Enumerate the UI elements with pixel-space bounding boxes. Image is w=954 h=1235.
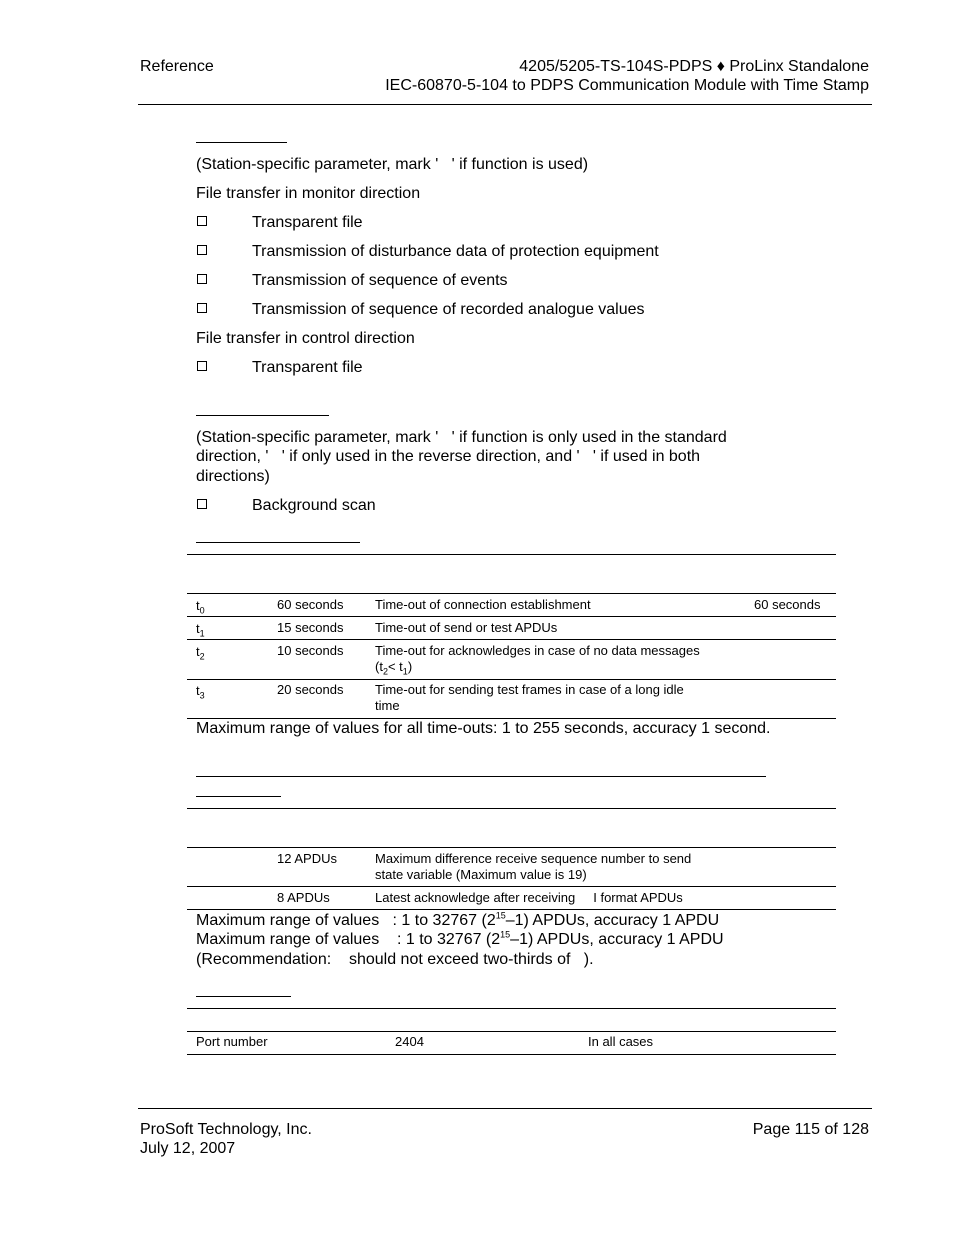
footer-company: ProSoft Technology, Inc.	[140, 1121, 312, 1138]
apdu-default: 12 APDUs	[277, 851, 337, 866]
checkbox-transparent-file-monitor[interactable]	[197, 216, 207, 226]
timeout-remark: Time-out of connection establishment	[375, 597, 591, 612]
timeout-default: 15 seconds	[277, 620, 344, 635]
apdu-range-line2: Maximum range of values : 1 to 32767 $(2^{15}-1)$ APDUs, accuracy 1 APDU	[196, 929, 724, 948]
table-top-rule	[187, 1008, 836, 1009]
background-scan-note-line2: direction, ' ' if only used in the reverse direction, and ' ' if used in both	[196, 448, 701, 465]
port-remark: In all cases	[588, 1034, 654, 1049]
table-top-rule	[187, 808, 836, 809]
section-heading-underline	[196, 776, 766, 777]
section-heading-underline	[196, 415, 329, 416]
timeout-default: 20 seconds	[277, 682, 344, 697]
section-heading-underline	[196, 142, 287, 143]
apdu-remark: Latest acknowledge after receiving I format APDUs	[375, 890, 683, 905]
timeout-selected: 60 seconds	[754, 597, 821, 612]
option-label: Transmission of disturbance data of protection equipment	[252, 243, 659, 260]
row-divider	[187, 639, 836, 640]
timeout-param: $t_1$	[196, 621, 205, 639]
port-value: 2404	[395, 1034, 424, 1049]
timeout-default: 10 seconds	[277, 643, 344, 658]
header-product-title: 4205/5205-TS-104S-PDPS ♦ ProLinx Standalone	[519, 58, 869, 75]
timeout-remark: Time-out for acknowledges in case of no data messages	[375, 643, 700, 658]
checkbox-recorded-analogue-values[interactable]	[197, 303, 207, 313]
timeout-param: $t_3$	[196, 683, 205, 701]
table-header-rule	[187, 847, 836, 848]
timeout-remark: Time-out of send or test APDUs	[375, 620, 558, 635]
row-divider	[187, 679, 836, 680]
timeout-range-note: Maximum range of values for all time-outs: 1 to 255 seconds, accuracy 1 second.	[196, 720, 771, 737]
port-param: Port number	[196, 1034, 268, 1049]
timeout-remark: Time-out for sending test frames in case of a long idle	[375, 682, 684, 697]
timeout-remark-cont: time	[375, 698, 400, 713]
monitor-direction-heading: File transfer in monitor direction	[196, 185, 421, 202]
section-heading-underline	[196, 796, 281, 797]
timeout-param: $t_0$	[196, 598, 205, 616]
section-heading-underline	[196, 542, 360, 543]
header-rule	[138, 104, 872, 105]
option-label: Transparent file	[252, 359, 363, 376]
section-heading-underline	[196, 996, 291, 997]
option-label: Transmission of sequence of recorded analogue values	[252, 301, 645, 318]
background-scan-note-line1: (Station-specific parameter, mark ' ' if function is only used in the standard	[196, 429, 727, 446]
apdu-remark: Maximum difference receive sequence number to send	[375, 851, 692, 866]
timeout-default: 60 seconds	[277, 597, 344, 612]
footer-rule	[138, 1108, 872, 1109]
apdu-range-line1: Maximum range of values : 1 to 32767 $(2^{15}-1)$ APDUs, accuracy 1 APDU	[196, 910, 720, 929]
table-header-rule	[187, 1031, 836, 1032]
row-divider	[187, 886, 836, 887]
timeout-param: $t_2$	[196, 644, 205, 662]
apdu-recommendation: (Recommendation: should not exceed two-thirds of ).	[196, 951, 594, 968]
table-bottom-rule	[187, 909, 836, 910]
checkbox-disturbance-data[interactable]	[197, 245, 207, 255]
checkbox-background-scan[interactable]	[197, 499, 207, 509]
header-product-subtitle: IEC-60870-5-104 to PDPS Communication Module with Time Stamp	[385, 77, 869, 94]
apdu-default: 8 APDUs	[277, 890, 330, 905]
timeout-remark-condition: $(t_2< t_1)$	[375, 659, 413, 677]
row-divider	[187, 616, 836, 617]
control-direction-heading: File transfer in control direction	[196, 330, 415, 347]
footer-page-number: Page 115 of 128	[752, 1121, 869, 1138]
table-header-rule	[187, 593, 836, 594]
footer-date: July 12, 2007	[140, 1140, 236, 1157]
file-transfer-note: (Station-specific parameter, mark ' ' if function is used)	[196, 156, 589, 173]
checkbox-transparent-file-control[interactable]	[197, 361, 207, 371]
option-label: Transparent file	[252, 214, 363, 231]
table-top-rule	[187, 554, 836, 555]
background-scan-note-line3: directions)	[196, 468, 270, 485]
table-bottom-rule	[187, 1054, 836, 1055]
option-label: Transmission of sequence of events	[252, 272, 508, 289]
header-section-label: Reference	[140, 58, 214, 75]
checkbox-sequence-of-events[interactable]	[197, 274, 207, 284]
apdu-remark-cont: state variable (Maximum value is 19)	[375, 867, 587, 882]
option-label: Background scan	[252, 497, 376, 514]
